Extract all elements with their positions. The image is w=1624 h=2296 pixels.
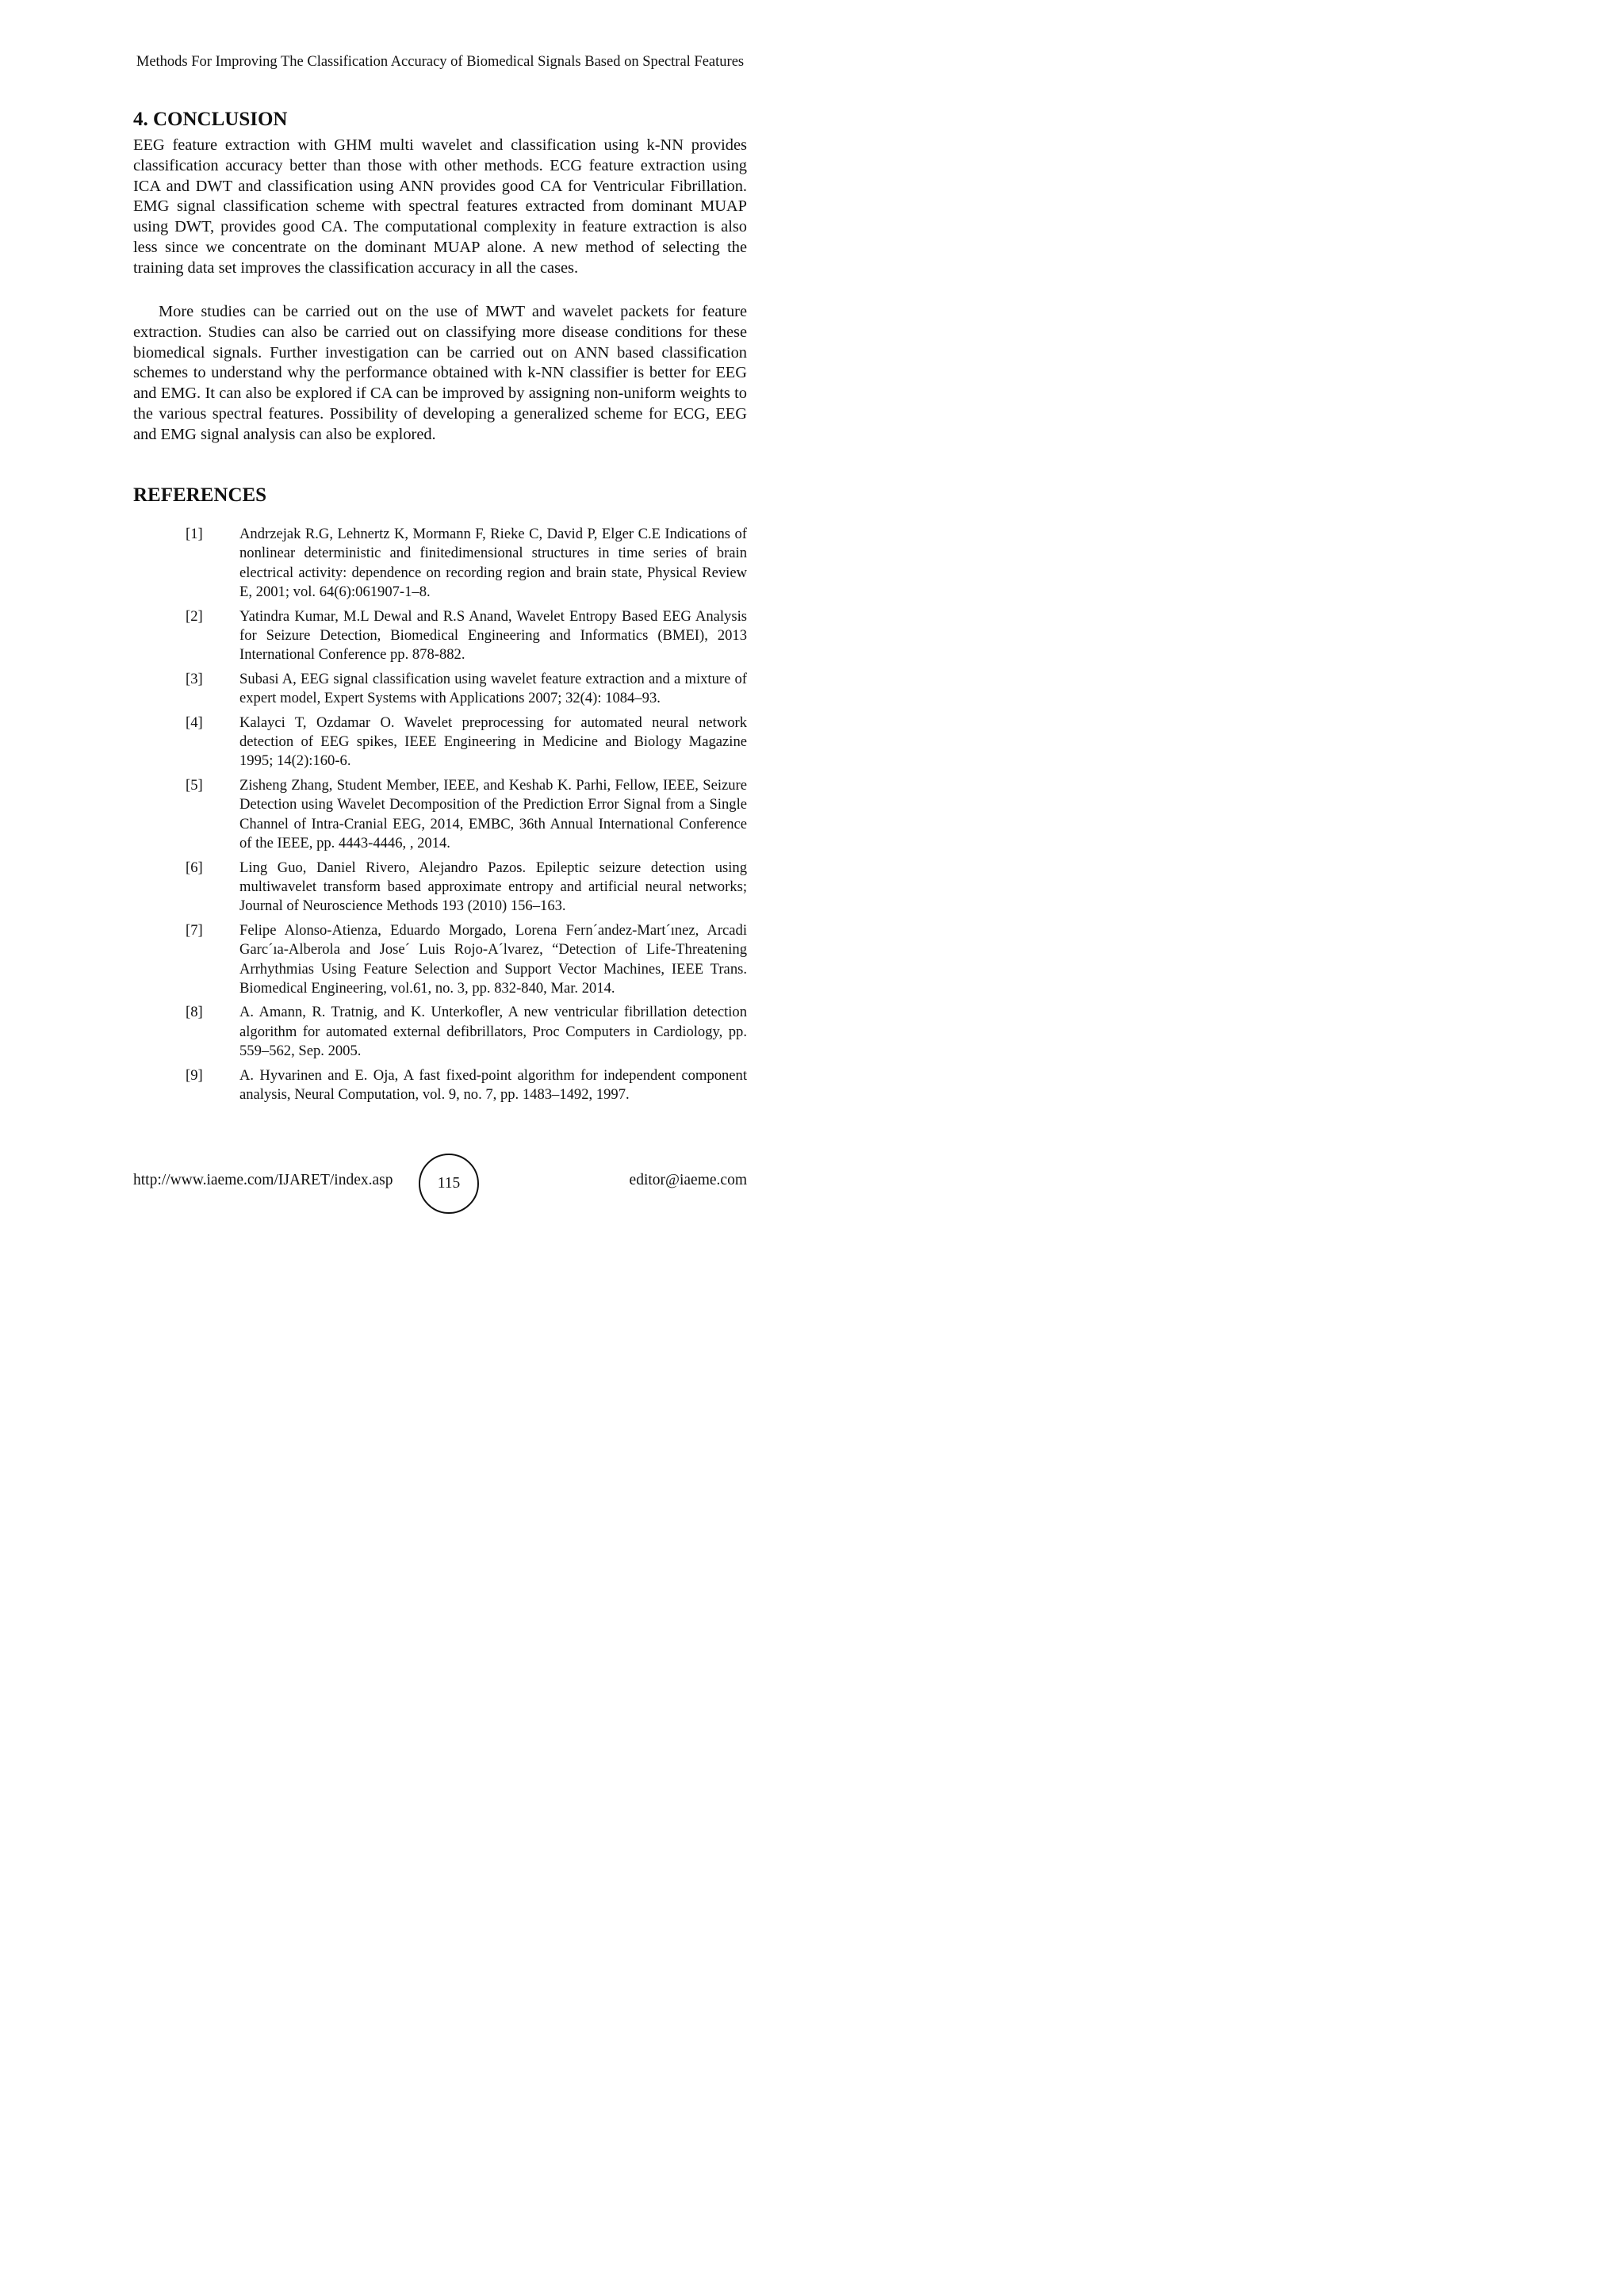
reference-item xyxy=(186,607,747,665)
reference-number: [1] xyxy=(186,526,203,542)
page-number-badge xyxy=(419,1154,479,1214)
reference-number: [8] xyxy=(186,1004,203,1021)
conclusion-paragraph: More studies can be carried out on the use of MWT and wavelet packets for feature extraction. Studies can also be carried out on classifying more disease conditions for these biomedical signals. Further investigation can be carried out on ANN based classification schemes to understand why the performance obtained with k-NN classifier is better for EEG and EMG. It can also be explored if CA can be improved by assigning non-uniform weights to the various spectral features. Possibility of developing a generalized scheme for ECG, EEG and EMG signal analysis can also be explored. xyxy=(133,303,747,443)
reference-item xyxy=(186,1003,747,1061)
conclusion-paragraph: EEG feature extraction with GHM multi wavelet and classification using k-NN provides classification accuracy better than those with other methods. ECG feature extraction using ICA and DWT and classification using ANN provides good CA for Ventricular Fibrillation. EMG signal classification scheme with spectral features extracted from dominant MUAP using DWT, provides good CA. The computational complexity in feature extraction is also less since we concentrate on the dominant MUAP alone. A new method of selecting the training data set improves the classification accuracy in all the cases. xyxy=(133,136,747,277)
reference-text: Ling Guo, Daniel Rivero, Alejandro Pazos. Epileptic seizure detection using multiwavelet transform based approximate entropy and artificial neural networks; Journal of Neuroscience Methods 193 (2010) 156–163. xyxy=(239,859,747,915)
reference-number: [3] xyxy=(186,670,203,687)
reference-text: Kalayci T, Ozdamar O. Wavelet preprocessing for automated neural network detection of EEG spikes, IEEE Engineering in Medicine and Biology Magazine 1995; 14(2):160-6. xyxy=(239,714,747,770)
reference-item xyxy=(186,776,747,854)
reference-number: [7] xyxy=(186,921,203,939)
reference-number: [2] xyxy=(186,607,203,625)
reference-item xyxy=(186,525,747,603)
footer-url-link[interactable]: http://www.iaeme.com/IJARET/index.asp xyxy=(133,1172,393,1188)
reference-item xyxy=(186,670,747,709)
reference-text: A. Amann, R. Tratnig, and K. Unterkofler, A new ventricular fibrillation detection algorithm for automated external defibrillators, Proc Computers in Cardiology, pp. 559–562, Sep. 2005. xyxy=(239,1004,747,1060)
reference-number: [4] xyxy=(186,714,203,731)
reference-text: Subasi A, EEG signal classification using wavelet feature extraction and a mixture of expert model, Expert Systems with Applications 2007; 32(4): 1084–93. xyxy=(239,670,747,707)
reference-item xyxy=(186,714,747,771)
reference-number: [9] xyxy=(186,1066,203,1084)
references-list xyxy=(186,525,747,1109)
running-header: Methods For Improving The Classification Accuracy of Biomedical Signals Based on Spectral Features xyxy=(136,54,745,70)
references-heading: REFERENCES xyxy=(133,484,267,506)
reference-text: Zisheng Zhang, Student Member, IEEE, and Keshab K. Parhi, Fellow, IEEE, Seizure Detection using Wavelet Decomposition of the Prediction Error Signal from a Single Channel of Intra-Cranial EEG, 2014, EMBC, 36th Annual International Conference of the IEEE, pp. 4443-4446, , 2014. xyxy=(239,776,747,852)
reference-number: [5] xyxy=(186,776,203,794)
reference-item xyxy=(186,859,747,916)
reference-item xyxy=(186,921,747,999)
reference-text: Felipe Alonso-Atienza, Eduardo Morgado, Lorena Fern´andez-Mart´ınez, Arcadi Garc´ıa-Alberola and Jose´ Luis Rojo-A´lvarez, “Detection of Life-Threatening Arrhythmias Using Feature Selection and Support Vector Machines, IEEE Trans. Biomedical Engineering, vol.61, no. 3, pp. 832-840, Mar. 2014. xyxy=(239,921,747,997)
reference-text: Andrzejak R.G, Lehnertz K, Mormann F, Rieke C, David P, Elger C.E Indications of nonlinear deterministic and finitedimensional structures in time series of brain electrical activity: dependence on recording region and brain state, Physical Review E, 2001; vol. 64(6):061907-1–8. xyxy=(239,526,747,601)
page-number: 115 xyxy=(437,1175,461,1192)
conclusion-heading: 4. CONCLUSION xyxy=(133,109,288,130)
reference-item xyxy=(186,1066,747,1105)
reference-text: Yatindra Kumar, M.L Dewal and R.S Anand, Wavelet Entropy Based EEG Analysis for Seizure Detection, Biomedical Engineering and Informatics (BMEI), 2013 International Conference pp. 878-882. xyxy=(239,607,747,664)
page-footer xyxy=(133,1154,747,1214)
reference-text: A. Hyvarinen and E. Oja, A fast fixed-point algorithm for independent component analysis, Neural Computation, vol. 9, no. 7, pp. 1483–1492, 1997. xyxy=(239,1066,747,1103)
footer-email-link[interactable]: editor@iaeme.com xyxy=(629,1172,747,1188)
reference-number: [6] xyxy=(186,859,203,876)
